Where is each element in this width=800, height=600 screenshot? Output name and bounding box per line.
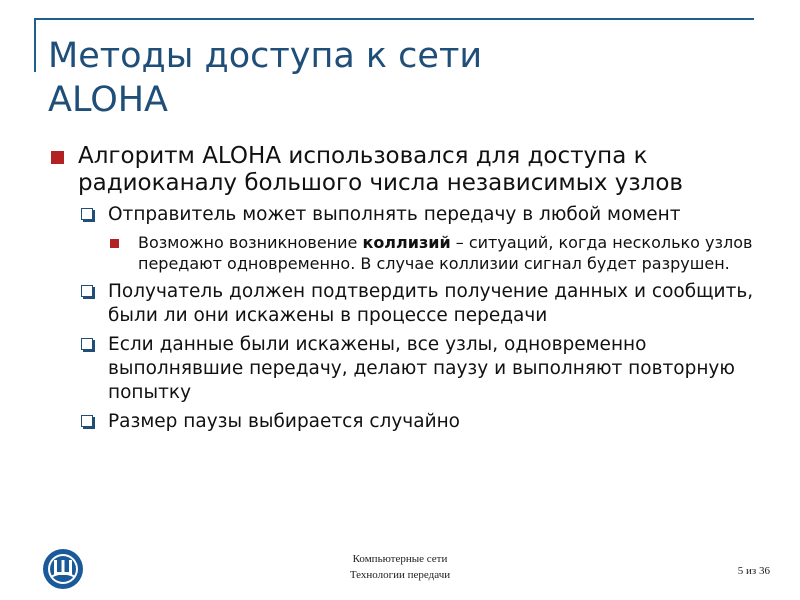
hollow-square-bullet-icon	[81, 285, 93, 297]
sub-bullet-sender	[48, 203, 768, 227]
title-frame-top	[34, 18, 754, 20]
sub-bullet-retry	[48, 333, 768, 405]
title-line-1: Методы доступа к сети	[48, 36, 483, 76]
sub-bullet-pause	[48, 410, 768, 434]
sub-sub-bullet-collision	[48, 232, 768, 274]
bullet-text: Отправитель может выполнять передачу в любой момент	[108, 204, 681, 225]
title-frame-left	[34, 18, 36, 72]
sub-bullet-receiver	[48, 280, 768, 328]
bullet-text: Если данные были искажены, все узлы, одновременно выполнявшие передачу, делают паузу и выполняют повторную попытку	[108, 334, 735, 403]
bullet-text-bold: коллизий	[362, 233, 451, 252]
page-number: 5 из 36	[737, 565, 770, 577]
hollow-square-bullet-icon	[81, 338, 93, 350]
footer-line-2: Технологии передачи	[349, 569, 451, 581]
footer-course	[300, 551, 500, 583]
title-line-2: ALOHA	[48, 80, 169, 120]
bullet-text: Алгоритм ALOHA использовался для доступа к радиоканалу большого числа независимых узлов	[78, 143, 683, 196]
footer-line-1: Компьютерные сети	[352, 553, 448, 565]
bullet-text: Размер паузы выбирается случайно	[108, 411, 461, 432]
hollow-square-bullet-icon	[81, 415, 93, 427]
bullet-text: Получатель должен подтвердить получение данных и сообщить, были ли они искажены в процессе передачи	[108, 281, 754, 326]
square-bullet-icon	[51, 151, 64, 164]
page-title	[48, 34, 728, 122]
square-bullet-icon	[110, 239, 119, 248]
hollow-square-bullet-icon	[81, 208, 93, 220]
bullet-text-before: Возможно возникновение	[138, 233, 363, 252]
bullet-item-aloha	[48, 143, 768, 197]
slide-body	[48, 143, 768, 439]
bullet-text-after: – ситуаций, когда несколько узлов передают одновременно. В случае коллизии сигнал будет разрушен.	[138, 233, 753, 273]
university-logo-icon	[42, 548, 84, 590]
